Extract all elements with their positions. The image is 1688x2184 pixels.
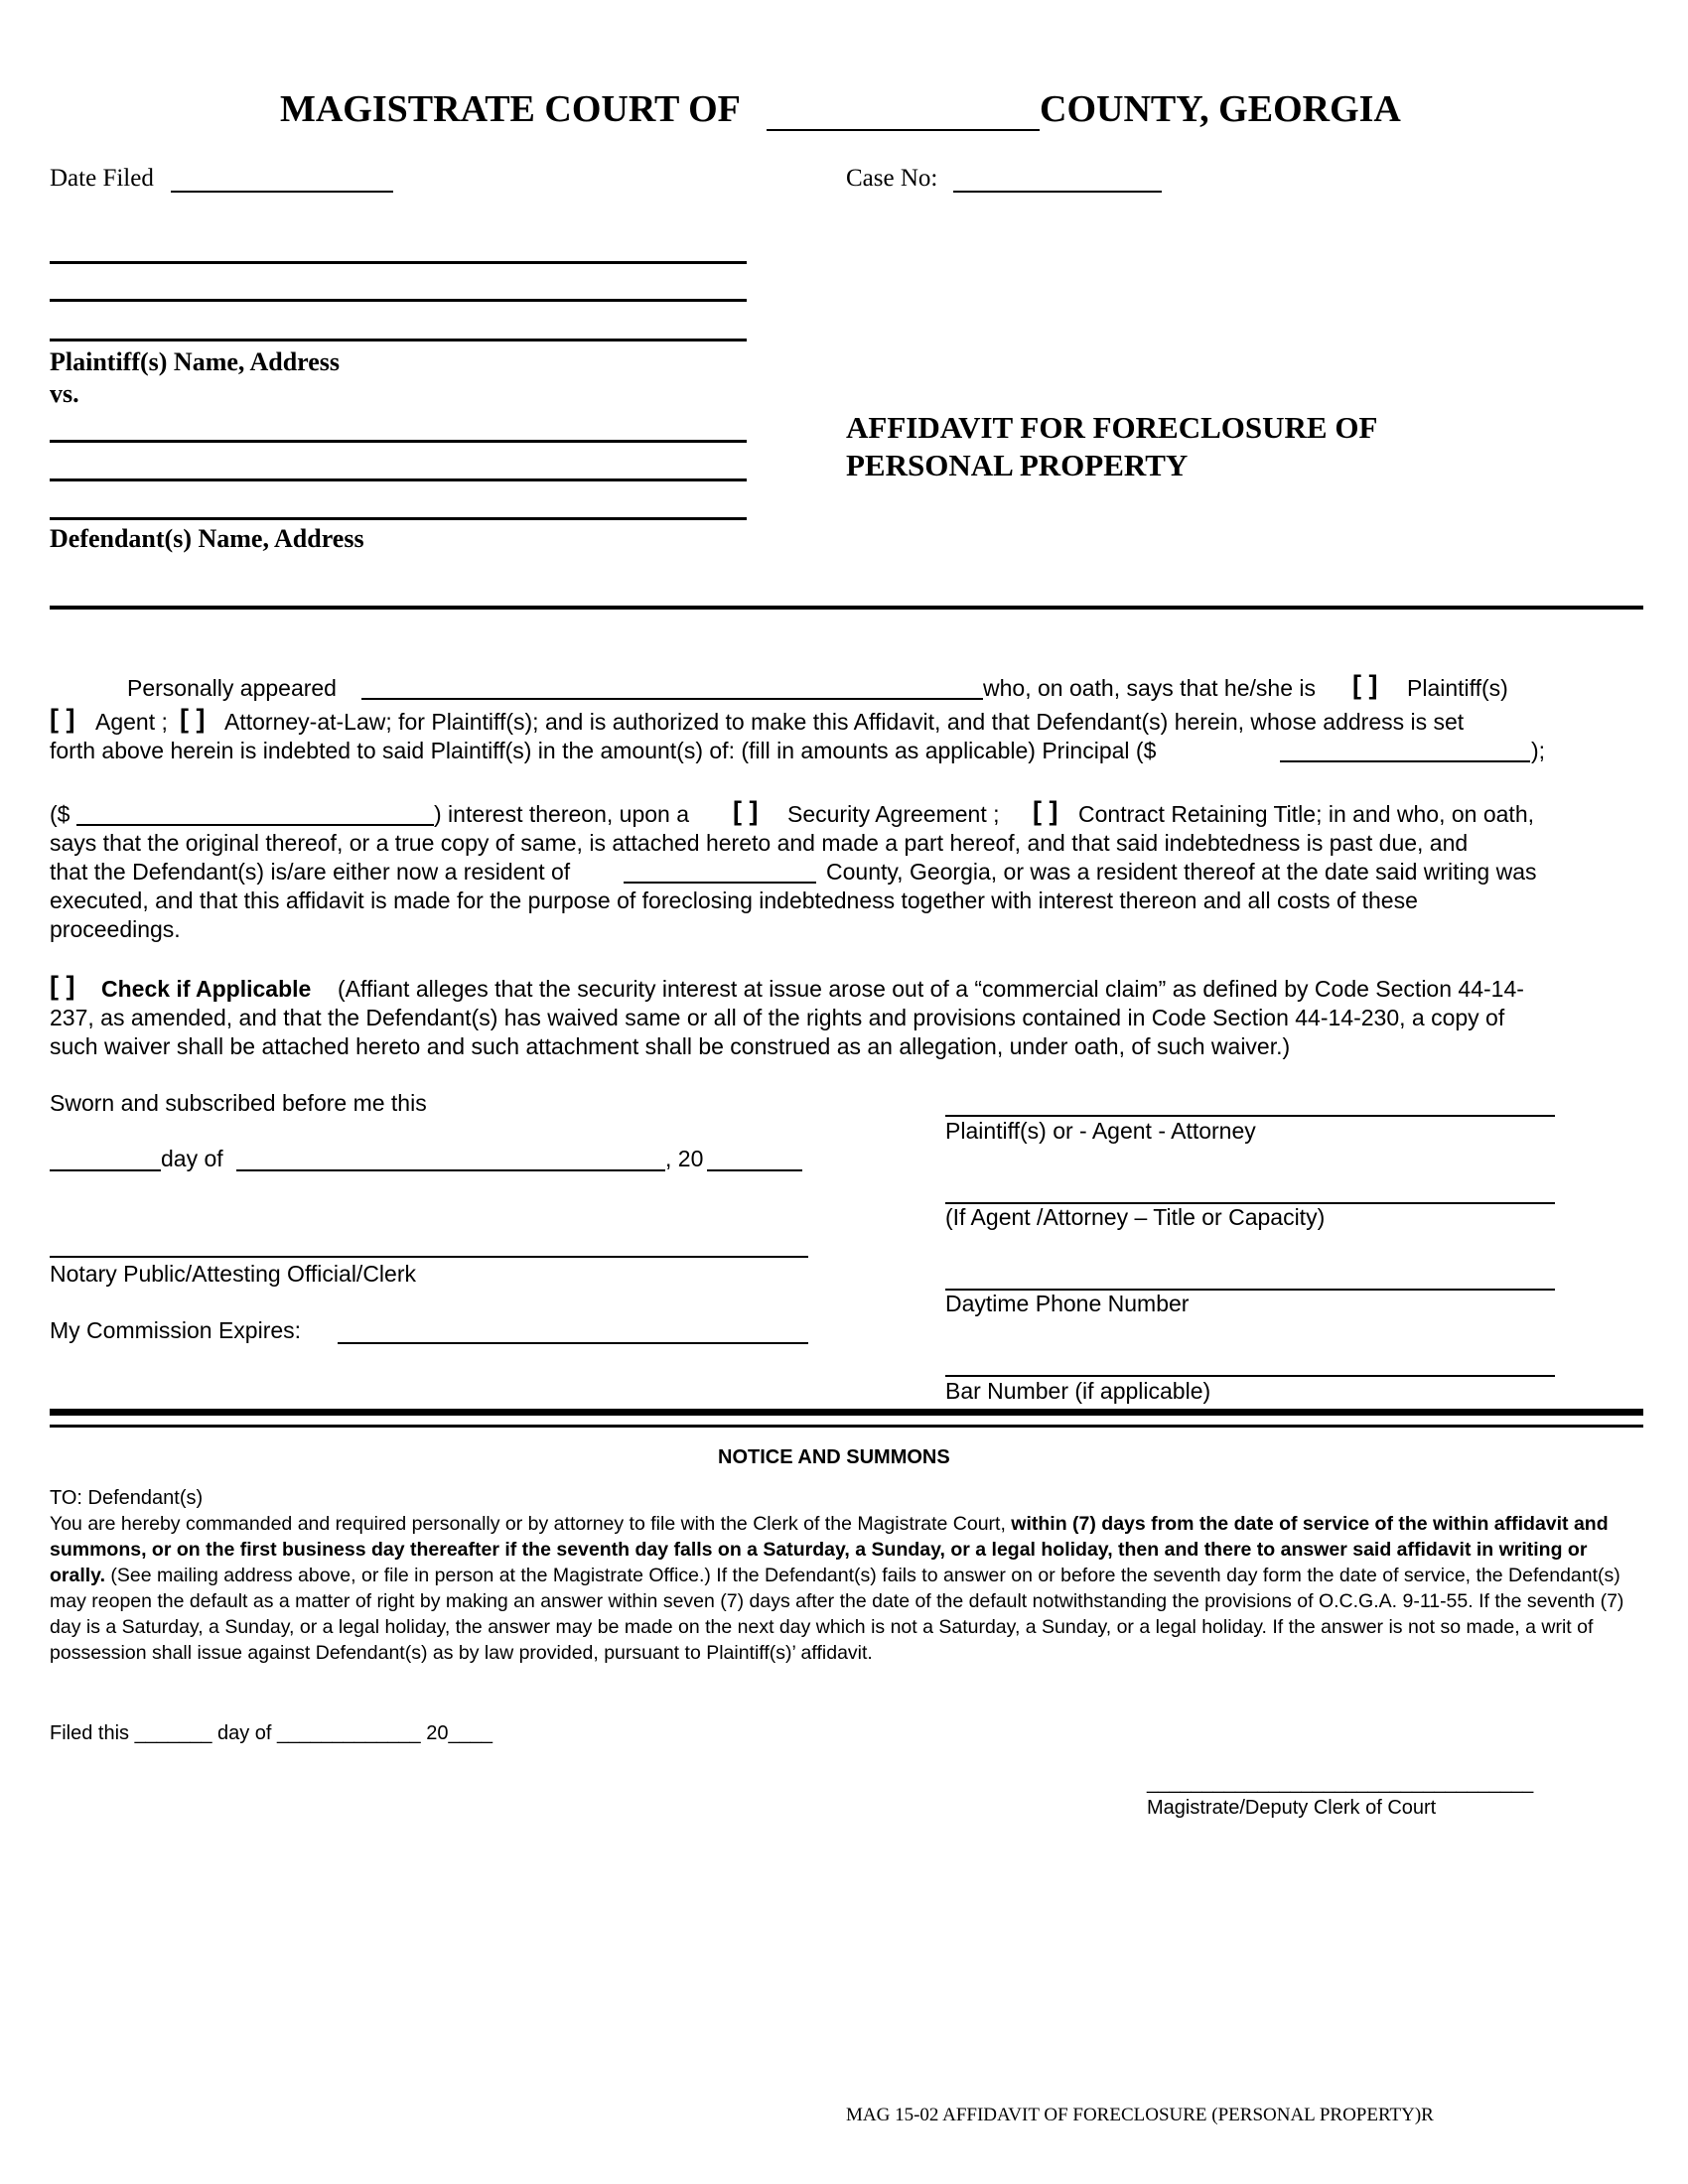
defendant-line-2[interactable] [50, 478, 747, 481]
notice-text-bold: within (7) days from the date of service of the within affidavit and summons, or on the first business day thereafter if the seventh day falls on a Saturday, a Sunday, or a legal holiday, then and there to answer said affidavit in writing or orally. [50, 1513, 1609, 1586]
personally-appeared-label: Personally appeared [127, 675, 337, 701]
form-title-line1: AFFIDAVIT FOR FORECLOSURE OF [846, 410, 1378, 445]
security-agreement-checkbox[interactable]: [ ] [733, 796, 759, 826]
form-title-line2: PERSONAL PROPERTY [846, 448, 1189, 482]
bar-number-label: Bar Number (if applicable) [945, 1378, 1211, 1404]
paragraph2-line3b: County, Georgia, or was a resident thereof at the date said writing was [826, 859, 1537, 885]
vs-label: vs. [50, 379, 79, 408]
summons-divider-thick [50, 1409, 1643, 1416]
year-prefix-label: , 20 [665, 1146, 704, 1171]
header-divider [50, 606, 1643, 610]
interest-thereon-text: ) interest thereon, upon a [434, 801, 689, 827]
paragraph2-line4: executed, and that this affidavit is made for the purpose of foreclosing indebtedness together with interest thereon and all costs of these [50, 887, 1418, 913]
commission-expires-field[interactable] [338, 1342, 808, 1344]
plaintiff-line-1[interactable] [50, 261, 747, 264]
date-filed-label: Date Filed [50, 165, 154, 192]
interest-open-paren: ($ [50, 801, 70, 827]
check-applicable-label: Check if Applicable [101, 976, 312, 1002]
notice-to: TO: Defendant(s) [50, 1487, 204, 1509]
contract-title-label: Contract Retaining Title; in and who, on oath, [1078, 801, 1535, 827]
court-title-right: COUNTY, GEORGIA [1040, 88, 1401, 130]
defendant-line-1[interactable] [50, 440, 747, 443]
commission-label: My Commission Expires: [50, 1317, 302, 1343]
attorney-option-text: Attorney-at-Law; for Plaintiff(s); and is authorized to make this Affidavit, and that Defendant(s) herein, whose address is set [224, 709, 1465, 735]
agent-title-label: (If Agent /Attorney – Title or Capacity) [945, 1204, 1326, 1230]
resident-county-field[interactable] [624, 882, 816, 884]
security-agreement-label: Security Agreement ; [787, 801, 1000, 827]
summons-divider-thin [50, 1425, 1643, 1428]
sworn-year-field[interactable] [707, 1169, 802, 1171]
date-filed-field[interactable] [171, 191, 393, 193]
plaintiff-line-2[interactable] [50, 299, 747, 302]
plaintiff-label: Plaintiff(s) Name, Address [50, 347, 341, 376]
paragraph2-line2: says that the original thereof, or a true copy of same, is attached hereto and made a part hereof, and that said indebtedness is past due, and [50, 830, 1469, 856]
commercial-claim-checkbox[interactable]: [ ] [50, 971, 75, 1001]
filed-this-line[interactable]: Filed this _______ day of _____________ 20____ [50, 1722, 492, 1744]
plaintiff-signature-label: Plaintiff(s) or - Agent - Attorney [945, 1118, 1256, 1144]
case-no-label: Case No: [846, 165, 938, 192]
interest-amount-field[interactable] [76, 824, 434, 826]
agent-option-label: Agent ; [95, 709, 168, 735]
sworn-day-field[interactable] [50, 1169, 161, 1171]
bar-number-line[interactable] [945, 1375, 1555, 1377]
notary-signature-line[interactable] [50, 1256, 808, 1258]
contract-title-checkbox[interactable]: [ ] [1033, 796, 1058, 826]
paragraph2-line3a: that the Defendant(s) is/are either now a resident of [50, 859, 571, 885]
principal-amount-field[interactable] [1280, 760, 1530, 762]
amount-line-end: ); [1531, 738, 1546, 763]
sworn-text: Sworn and subscribed before me this [50, 1090, 427, 1116]
form-id-footer: MAG 15-02 AFFIDAVIT OF FORECLOSURE (PERSONAL PROPERTY)R [846, 2105, 1434, 2125]
sworn-month-field[interactable] [236, 1169, 665, 1171]
clerk-signature-line[interactable]: ___________________________________ [1147, 1772, 1534, 1794]
attorney-checkbox[interactable]: [ ] [180, 704, 206, 734]
amount-line-text: forth above herein is indebted to said Plaintiff(s) in the amount(s) of: (fill in amounts as applicable) Principal ($ [50, 738, 1157, 763]
check-applicable-text-3: such waiver shall be attached hereto and such attachment shall be construed as an allegation, under oath, of such waiver.) [50, 1033, 1291, 1059]
notice-body [50, 1511, 1643, 1666]
affiant-name-field[interactable] [361, 698, 983, 700]
county-blank-line[interactable] [767, 129, 1040, 131]
notice-heading: NOTICE AND SUMMONS [718, 1446, 950, 1468]
defendant-line-3[interactable] [50, 517, 747, 520]
case-no-field[interactable] [953, 191, 1162, 193]
plaintiff-signature-line[interactable] [945, 1115, 1555, 1117]
check-applicable-text-2: 237, as amended, and that the Defendant(s) has waived same or all of the rights and provisions contained in Code Section 44-14-230, a copy of [50, 1005, 1505, 1030]
plaintiff-checkbox[interactable]: [ ] [1352, 670, 1378, 700]
notice-text-a: You are hereby commanded and required personally or by attorney to file with the Clerk of the Magistrate Court, [50, 1513, 1012, 1535]
defendant-label: Defendant(s) Name, Address [50, 524, 364, 553]
notary-label: Notary Public/Attesting Official/Clerk [50, 1261, 416, 1287]
check-applicable-text-1: (Affiant alleges that the security interest at issue arose out of a “commercial claim” as defined by Code Section 44-14- [338, 976, 1524, 1002]
clerk-label: Magistrate/Deputy Clerk of Court [1147, 1797, 1437, 1819]
phone-label: Daytime Phone Number [945, 1291, 1190, 1316]
court-title-left: MAGISTRATE COURT OF [280, 88, 741, 130]
plaintiff-line-3[interactable] [50, 339, 747, 341]
agent-checkbox[interactable]: [ ] [50, 704, 75, 734]
who-on-oath-text: who, on oath, says that he/she is [983, 675, 1316, 701]
paragraph2-line5: proceedings. [50, 916, 181, 942]
notice-text-b: (See mailing address above, or file in person at the Magistrate Office.) If the Defendant(s) fails to answer on or before the seventh day form the date of service, the Defendant(s) may reopen the default as a matter of right by making an answer within seven (7) days after the date of the default notwithstanding the provisions of O.C.G.A. 9-11-55. If the seventh (7) day is a Saturday, a Sunday, or a legal holiday, the answer may be made on the next day which is not a Saturday, a Sunday, or a legal holiday. If the answer is not so made, a writ of possession shall issue against Defendant(s) as by law provided, pursuant to Plaintiff(s)’ affidavit. [50, 1565, 1624, 1664]
day-of-label: day of [161, 1146, 223, 1171]
plaintiffs-option-label: Plaintiff(s) [1407, 675, 1508, 701]
